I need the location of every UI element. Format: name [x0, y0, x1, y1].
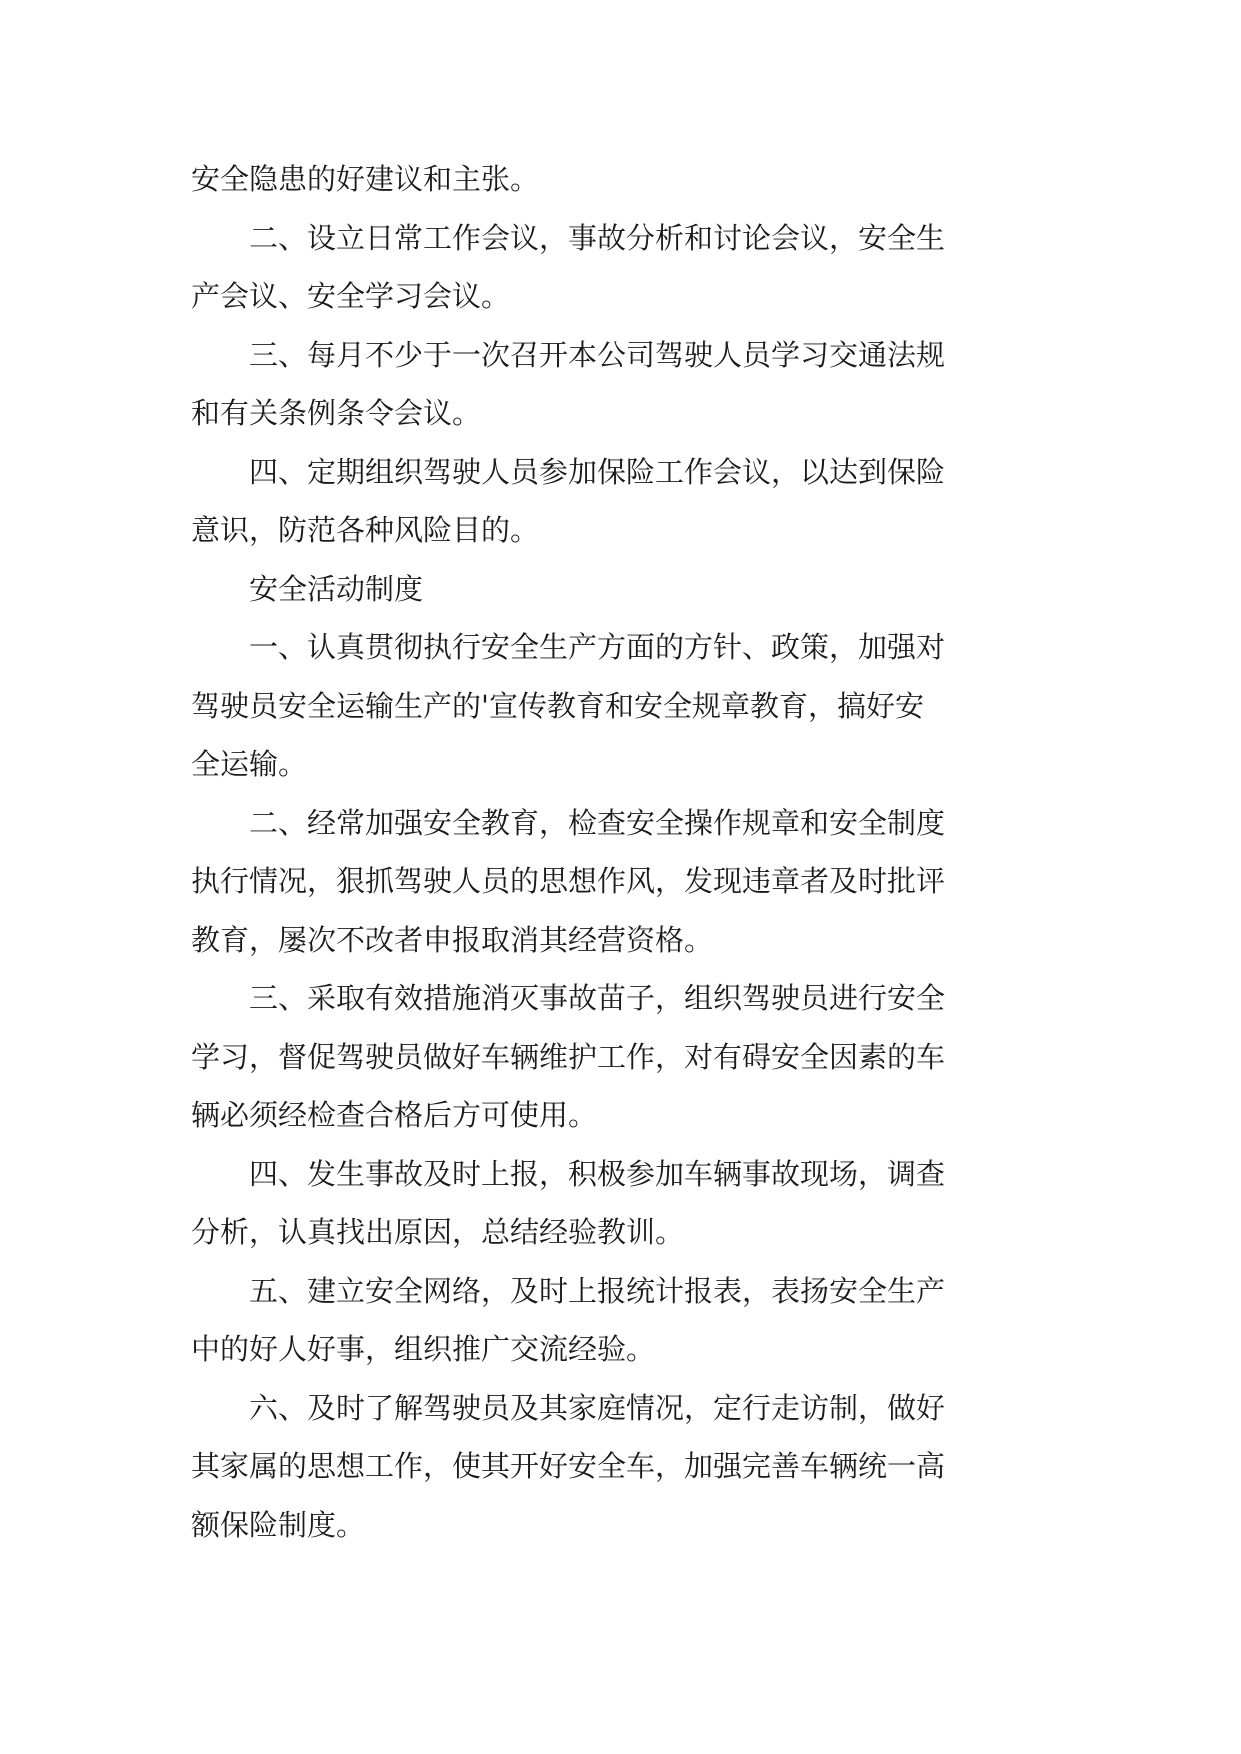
text-line: 分析，认真找出原因，总结经验教训。	[191, 1215, 685, 1249]
text-line: 六、及时了解驾驶员及其家庭情况，定行走访制，做好	[249, 1390, 946, 1425]
text-line: 二、设立日常工作会议，事故分析和讨论会议，安全生	[249, 220, 946, 255]
text-line: 额保险制度。	[191, 1507, 366, 1542]
text-line: 一、认真贯彻执行安全生产方面的方针、政策，加强对	[249, 630, 946, 664]
text-line: 安全隐患的好建议和主张。	[191, 162, 540, 196]
text-line: 学习，督促驾驶员做好车辆维护工作，对有碍安全因素的车	[191, 1039, 946, 1074]
text-line: 三、采取有效措施消灭事故苗子，组织驾驶员进行安全	[249, 981, 946, 1015]
text-line: 意识，防范各种风险目的。	[191, 513, 540, 547]
text-line: 辆必须经检查合格后方可使用。	[191, 1098, 598, 1132]
text-line: 三、每月不少于一次召开本公司驾驶人员学习交通法规	[249, 337, 946, 372]
text-line: 全运输。	[191, 747, 308, 781]
text-line: 五、建立安全网络，及时上报统计报表，表扬安全生产	[249, 1273, 946, 1308]
text-line: 执行情况，狠抓驾驶人员的思想作风，发现违章者及时批评	[191, 864, 946, 898]
text-line: 产会议、安全学习会议。	[191, 279, 511, 313]
text-line: 二、经常加强安全教育，检查安全操作规章和安全制度	[249, 805, 946, 840]
text-line: 四、发生事故及时上报，积极参加车辆事故现场，调查	[249, 1156, 946, 1191]
text-line: 其家属的思想工作，使其开好安全车，加强完善车辆统一高	[191, 1449, 946, 1483]
text-line: 安全活动制度	[249, 571, 424, 606]
text-line: 驾驶员安全运输生产的'宣传教育和安全规章教育，搞好安	[191, 688, 924, 723]
text-line: 四、定期组织驾驶人员参加保险工作会议，以达到保险	[249, 454, 946, 489]
text-line: 中的好人好事，组织推广交流经验。	[191, 1332, 656, 1366]
document-body	[191, 150, 1051, 1554]
text-line: 教育，屡次不改者申报取消其经营资格。	[191, 922, 714, 957]
text-line: 和有关条例条令会议。	[191, 396, 482, 430]
